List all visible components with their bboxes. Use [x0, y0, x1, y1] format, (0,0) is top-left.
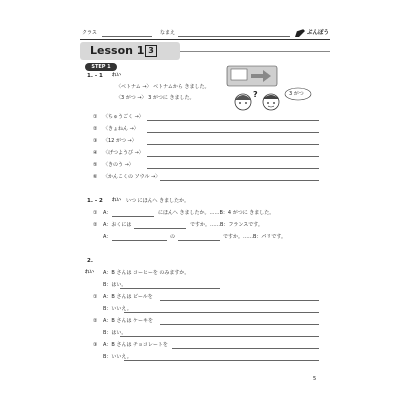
s11-item-5: 〈きのう →〉 — [103, 162, 134, 168]
s12-blank-1[interactable] — [112, 216, 154, 217]
s11-item-6: 〈かんこくの ソウル →〉 — [103, 174, 161, 180]
s2-item-1-b-line[interactable] — [124, 312, 319, 313]
page-number: 5 — [313, 376, 317, 382]
illustration-bubble: 3 がつ — [289, 91, 304, 97]
name-line[interactable] — [178, 36, 290, 37]
s11-example-1: 〈ベトナム →〉 ベトナムから きました。 — [116, 84, 210, 90]
title-rule — [180, 51, 330, 52]
step1-badge: STEP 1 — [85, 63, 117, 71]
grammar-label: ぶんぽう — [307, 30, 330, 36]
s12-blank-4[interactable] — [178, 240, 220, 241]
s12-q3-c: ですか。……B：パリです。 — [223, 234, 287, 240]
s11-item-5-num: ⑤ — [93, 162, 98, 168]
lesson-title: Lesson 1 — [90, 44, 145, 57]
s12-q2-b: ですか。……B：フランスです。 — [190, 222, 263, 228]
s11-item-1-num: ① — [93, 114, 98, 120]
s2-rei-line[interactable] — [120, 288, 220, 289]
class-label: クラス — [82, 30, 97, 36]
s12-blank-3[interactable] — [112, 240, 167, 241]
s11-answer-6[interactable] — [160, 180, 319, 181]
s2-item-2-a-line[interactable] — [160, 324, 319, 325]
s11-item-3: 〈12 がつ →〉 — [103, 138, 137, 144]
s2-item-3-b: B：いいえ。 — [103, 354, 132, 360]
s2-item-1-a-line[interactable] — [160, 300, 319, 301]
s11-answer-2[interactable] — [147, 132, 319, 133]
s11-rei: れい — [112, 73, 121, 78]
s12-rei-text: いつ にほんへ きましたか。 — [126, 198, 190, 204]
s12-item-2-num: ② — [93, 222, 98, 228]
s2-rei-b: B：はい。 — [103, 282, 127, 288]
s2-item-3-a: A：B さんは チョコレートを — [103, 342, 168, 348]
s2-item-3-b-line[interactable] — [124, 360, 319, 361]
name-label: なまえ — [160, 30, 176, 36]
s2-item-3-a-line[interactable] — [172, 348, 319, 349]
header-rule — [80, 39, 330, 40]
s12-number: 1. - 2 — [87, 198, 103, 204]
s11-answer-3[interactable] — [147, 144, 319, 145]
s12-rei: れい — [112, 198, 121, 203]
s11-example-2: 〈3 がつ →〉 3 がつに きました。 — [116, 95, 195, 101]
s2-item-1-a: A：B さんは ビールを — [103, 294, 153, 300]
s11-item-4: 〈げつようび →〉 — [103, 150, 144, 156]
illustration-speakers — [225, 64, 315, 116]
s11-item-3-num: ③ — [93, 138, 98, 144]
s12-q1-a: A： — [103, 210, 112, 216]
s11-item-2-num: ② — [93, 126, 98, 132]
s2-item-3-num: ③ — [93, 342, 98, 348]
s11-answer-1[interactable] — [147, 120, 319, 121]
s12-item-1-num: ① — [93, 210, 98, 216]
s12-q1-b: にほんへ きましたか。……B：4 がつに きました。 — [158, 210, 275, 216]
lesson-number: 3 — [145, 45, 157, 57]
s2-rei-a: A：B さんは コーヒーを のみますか。 — [103, 270, 190, 276]
s11-answer-4[interactable] — [147, 156, 319, 157]
class-line[interactable] — [102, 36, 152, 37]
s2-rei: れい — [85, 270, 94, 275]
s2-number: 2. — [87, 258, 93, 264]
s2-item-2-a: A：B さんは ケーキを — [103, 318, 154, 324]
s12-q3-b: の — [170, 234, 176, 240]
pencil-icon — [294, 28, 306, 38]
s2-item-1-b: B：いいえ。 — [103, 306, 132, 312]
s11-item-1: 〈ちゅうごく →〉 — [103, 114, 144, 120]
s2-item-2-b: B：はい。 — [103, 330, 127, 336]
s2-item-2-num: ② — [93, 318, 98, 324]
s11-answer-5[interactable] — [147, 168, 319, 169]
s2-item-2-b-line[interactable] — [120, 336, 319, 337]
s11-item-2: 〈きょねん →〉 — [103, 126, 139, 132]
s12-q2-a: A：おくには — [103, 222, 132, 228]
s11-number: 1. - 1 — [87, 73, 103, 79]
illustration-question: ? — [253, 90, 258, 99]
s12-blank-2[interactable] — [134, 228, 186, 229]
s12-q3-a: A： — [103, 234, 112, 240]
s2-item-1-num: ① — [93, 294, 98, 300]
s11-item-6-num: ⑥ — [93, 174, 98, 180]
s11-item-4-num: ④ — [93, 150, 98, 156]
